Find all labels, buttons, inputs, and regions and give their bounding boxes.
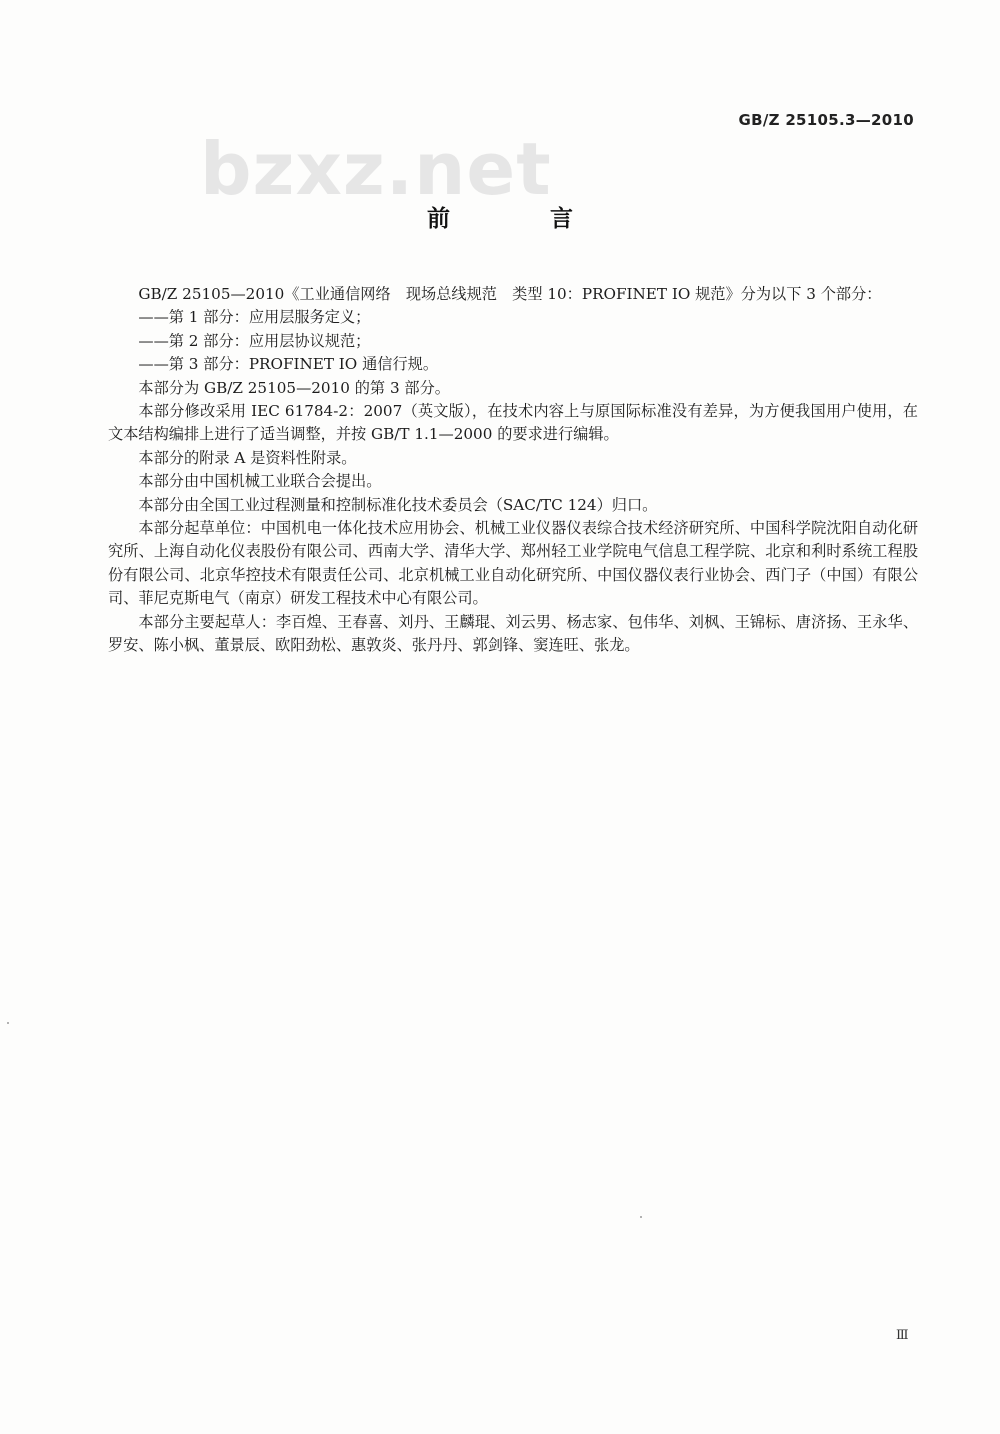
standard-number: GB/Z 25105.3—2010 bbox=[738, 111, 914, 129]
paragraph-scope: GB/Z 25105—2010《工业通信网络 现场总线规范 类型 10：PROFINET IO 规范》分为以下 3 个部分： bbox=[138, 285, 882, 303]
paragraph-proposer: 本部分由中国机械工业联合会提出。 bbox=[138, 472, 382, 491]
page-number: Ⅲ bbox=[896, 1328, 908, 1343]
paragraph-drafters: 本部分主要起草人：李百煌、王春喜、刘丹、王麟琨、刘云男、杨志家、包伟华、刘枫、王锦标、唐济扬、王永华、罗安、陈小枫、董景辰、欧阳劲松、惠敦炎、张丹丹、郭剑锋、窦连旺、张龙。 bbox=[108, 612, 918, 655]
list-item-part-3: ——第 3 部分：PROFINET IO 通信行规。 bbox=[138, 355, 439, 374]
section-title: 前 言 bbox=[426, 206, 619, 232]
watermark: bzxz.net bbox=[200, 127, 552, 211]
scan-speck bbox=[7, 1022, 9, 1024]
paragraph-drafting-units: 本部分起草单位：中国机电一体化技术应用协会、机械工业仪器仪表综合技术经济研究所、中国科学院沈阳自动化研究所、上海自动化仪表股份有限公司、西南大学、清华大学、郑州轻工业学院电气信息工程学院、北京和利时系统工程股份有限公司、北京华控技术有限责任公司、北京机械工业自动化研究所、中国仪器仪表行业协会、西门子（中国）有限公司、菲尼克斯电气（南京）研发工程技术中心有限公司。 bbox=[108, 519, 918, 608]
list-item-part-1: ——第 1 部分：应用层服务定义； bbox=[138, 308, 371, 327]
paragraph-part-statement: 本部分为 GB/Z 25105—2010 的第 3 部分。 bbox=[138, 378, 450, 397]
scan-speck bbox=[640, 1216, 642, 1218]
paragraph-annex: 本部分的附录 A 是资料性附录。 bbox=[138, 448, 357, 467]
paragraph-adoption: 本部分修改采用 IEC 61784-2：2007（英文版），在技术内容上与原国际标准没有差异，为方便我国用户使用，在文本结构编排上进行了适当调整，并按 GB/T 1.1—2000 的要求进行编辑。 bbox=[108, 402, 918, 444]
list-item-part-2: ——第 2 部分：应用层协议规范； bbox=[138, 331, 371, 350]
foreword-body bbox=[108, 283, 918, 658]
paragraph-committee: 本部分由全国工业过程测量和控制标准化技术委员会（SAC/TC 124）归口。 bbox=[138, 495, 658, 514]
